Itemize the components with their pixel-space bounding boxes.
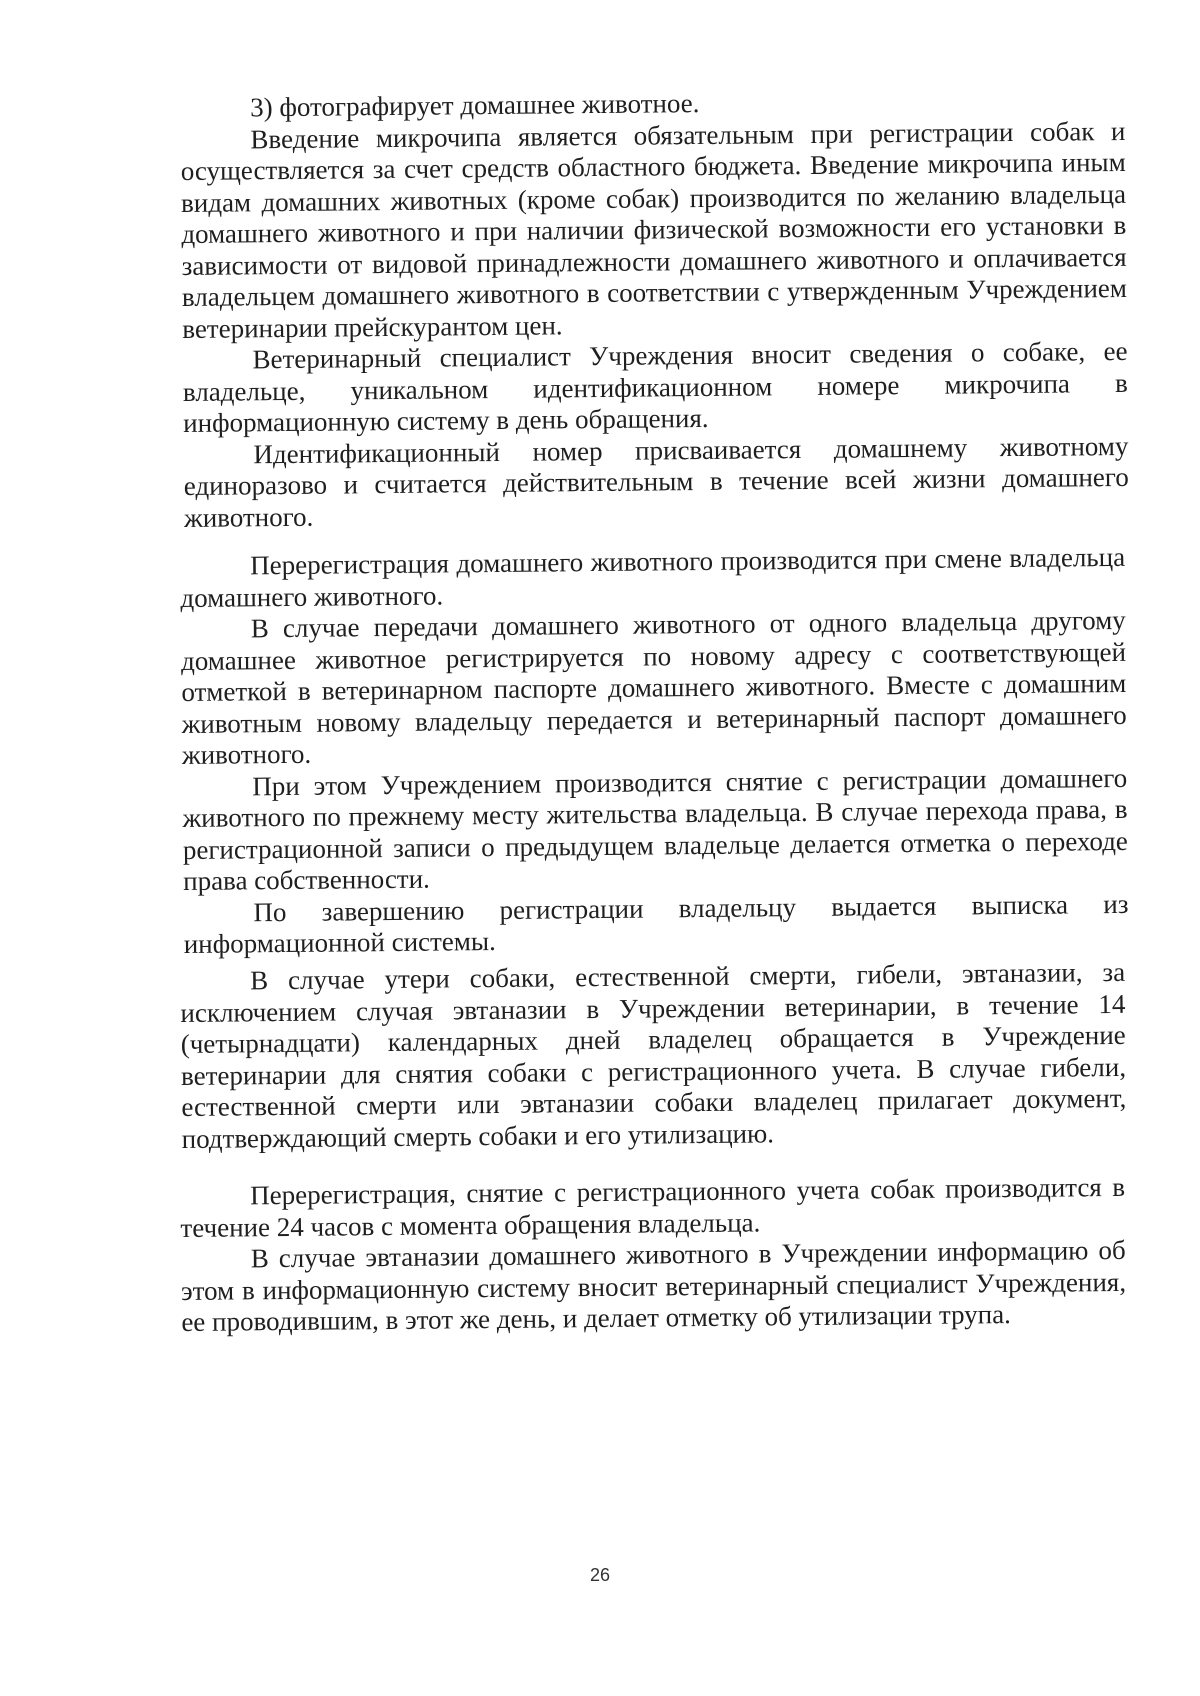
paragraph-euthanasia: В случае эвтаназии домашнего животного в Учреждении информацию об этом в информационную систему вносит ветеринарный специалист Учреждения, ее проводившим, в этот же день, и делает отметку об утилизации трупа.	[180, 1234, 1127, 1337]
page-number: 26	[589, 1565, 611, 1585]
paragraph-reregistration: Перерегистрация домашнего животного производится при смене владельца домашнего животного.	[180, 541, 1126, 613]
text-block-2	[180, 542, 1129, 961]
paragraph-microchip: Введение микрочипа является обязательным при регистрации собак и осуществляется за счет средств областного бюджета. Введение микрочипа иным видам домашних животных (кроме собак) производится по желанию владельца домашнего животного и при наличии физической возможности его установки в зависимости от видовой принадлежности домашнего животного и оплачивается владельцем домашнего животного в соответствии с утвержденным Учреждением ветеринарии прейскурантом цен.	[180, 115, 1128, 344]
paragraph-extract: По завершению регистрации владельцу выдается выписка из информационной системы.	[183, 888, 1129, 959]
text-block-1	[180, 84, 1129, 534]
paragraph-identification-number: Идентификационный номер присваивается домашнему животному единоразово и считается действительным в течение всей жизни домашнего животного.	[183, 430, 1129, 533]
paragraph-photographs: 3) фотографирует домашнее животное.	[249, 88, 700, 123]
paragraph-deregistration: При этом Учреждением производится снятие с регистрации домашнего животного по прежнему месту жительства владельца. В случае перехода права, в регистрационной записи о предыдущем владельце делается отметка о переходе права собственности.	[182, 762, 1128, 896]
paragraph-24-hours: Перерегистрация, снятие с регистрационного учета собак производится в течение 24 часов с момента обращения владельца.	[180, 1171, 1126, 1243]
text-block-3	[180, 957, 1127, 1155]
paragraph-loss-death: В случае утери собаки, естественной смерти, гибели, эвтаназии, за исключением случая эвтаназии в Учреждении ветеринарии, в течение 14 (четырнадцати) календарных дней владелец обращается в Учреждение ветеринарии для снятия собаки с регистрационного учета. В случае гибели, естественной смерти или эвтаназии собаки владелец прилагает документ, подтверждающий смерть собаки и его утилизацию.	[180, 956, 1127, 1154]
paragraph-vet-specialist: Ветеринарный специалист Учреждения вносит сведения о собаке, ее владельце, уникальном идентификационном номере микрочипа в информационную систему в день обращения.	[182, 335, 1128, 438]
text-block-4	[180, 1172, 1126, 1339]
paragraph-transfer: В случае передачи домашнего животного от одного владельца другому домашнее животное регистрируется по новому адресу с соответствующей отметкой в ветеринарном паспорте домашнего животного. Вместе с домашним животным новому владельцу передается и ветеринарный паспорт домашнего животного.	[180, 604, 1127, 770]
